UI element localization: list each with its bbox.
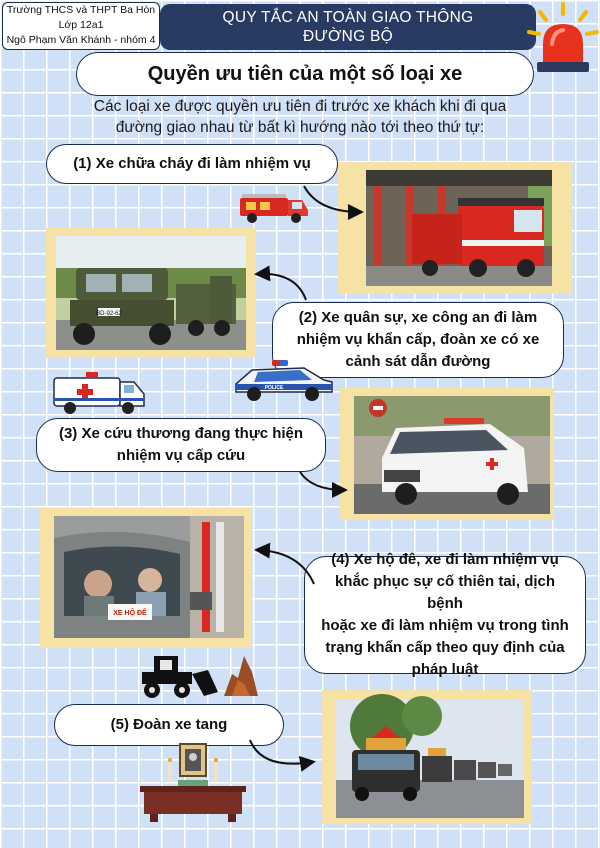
item-4-line-3: hoặc xe đi làm nhiệm vụ trong tình <box>321 617 569 634</box>
arrow-3 <box>300 472 344 490</box>
item-5-text: (5) Đoàn xe tang <box>110 716 228 733</box>
intro-line-1: Các loại xe được quyền ưu tiên đi trước xe khách khi đi qua <box>93 98 507 115</box>
dyke-sign-text: XE HỘ ĐÊ <box>113 610 147 617</box>
arrow-2 <box>258 274 306 300</box>
item-3-line-2: nhiệm vụ cấp cứu <box>116 447 246 464</box>
item-2-line-2: nhiệm vụ khẩn cấp, đoàn xe có xe <box>296 331 540 348</box>
class-name: Lớp 12a1 <box>58 19 104 31</box>
police-text: POLICE <box>264 385 284 391</box>
item-4-line-5: pháp luật <box>411 661 479 678</box>
item-4-line-2: khắc phục sự cố thiên tai, dịch bệnh <box>334 573 556 612</box>
page-title: Quyền ưu tiên của một số loại xe <box>76 52 534 96</box>
banner-line-1: QUY TẮC AN TOÀN GIAO THÔNG <box>222 9 474 26</box>
banner-line-2: ĐƯỜNG BỘ <box>302 28 394 45</box>
item-3-line-1: (3) Xe cứu thương đang thực hiện <box>58 425 304 442</box>
item-4-line-4: trạng khẩn cấp theo quy định của <box>325 639 565 656</box>
arrow-5 <box>250 740 312 764</box>
arrow-1 <box>304 186 360 212</box>
item-4-line-1: (4) Xe hộ đê, xe đi làm nhiệm vụ <box>331 551 559 568</box>
arrow-4 <box>258 550 314 584</box>
intro-line-2: đường giao nhau từ bất kì hướng nào tới theo thứ tự: <box>115 119 485 136</box>
item-2-line-1: (2) Xe quân sự, xe công an đi làm <box>298 309 538 326</box>
item-2-line-3: cảnh sát dẫn đường <box>345 353 491 370</box>
author-name: Ngô Phạm Văn Khánh - nhóm 4 <box>6 34 156 46</box>
school-name: Trường THCS và THPT Ba Hòn <box>6 4 156 16</box>
item-1-text: (1) Xe chữa cháy đi làm nhiệm vụ <box>73 155 311 172</box>
truck-plate: BD-92-62 <box>96 311 122 317</box>
